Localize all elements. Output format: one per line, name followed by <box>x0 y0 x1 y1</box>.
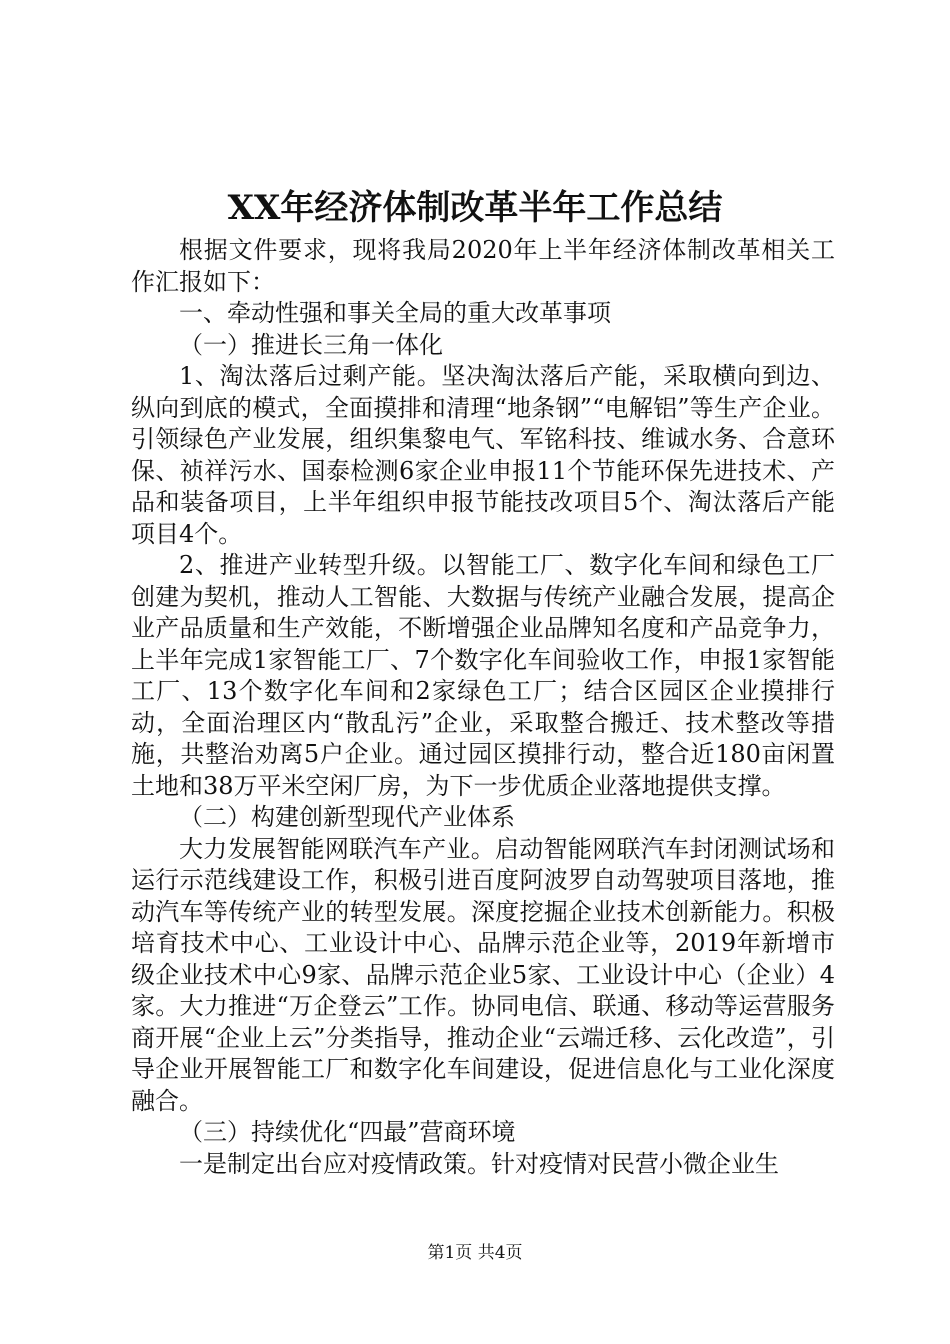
page-footer: 第1页 共4页 <box>427 1243 523 1263</box>
paragraph-item-2: 2、推进产业转型升级。以智能工厂、数字化车间和绿色工厂创建为契机，推动人工智能、大数据与传统产业融合发展，提高企业产品质量和生产效能，不断增强企业品牌知名度和产品竞争力，上半年完成1家智能工厂、7个数字化车间验收工作，申报1家智能工厂、13个数字化车间和2家绿色工厂；结合区园区企业摸排行动，全面治理区内“散乱污”企业，采取整合搬迁、技术整改等措施，共整治劝离5户企业。通过园区摸排行动，整合近180亩闲置土地和38万平米空闲厂房，为下一步优质企业落地提供支撑。 <box>131 551 835 800</box>
paragraph-item-1: 1、淘汰落后过剩产能。坚决淘汰落后产能，采取横向到边、纵向到底的模式，全面摸排和清理“地条钢”“电解铝”等生产企业。引领绿色产业发展，组织集黎电气、军铭科技、维诚水务、合意环保、祯祥污水、国泰检测6家企业申报11个节能环保先进技术、产品和装备项目，上半年组织申报节能技改项目5个、淘汰落后产能项目4个。 <box>131 362 835 548</box>
heading-subsection-3: （三）持续优化“四最”营商环境 <box>179 1118 516 1146</box>
document-body <box>131 235 835 1180</box>
heading-section-1: 一、牵动性强和事关全局的重大改革事项 <box>179 299 611 327</box>
paragraph-industry: 大力发展智能网联汽车产业。启动智能网联汽车封闭测试场和运行示范线建设工作，积极引进百度阿波罗自动驾驶项目落地，推动汽车等传统产业的转型发展。深度挖掘企业技术创新能力。积极培育技术中心、工业设计中心、品牌示范企业等，2019年新增市级企业技术中心9家、品牌示范企业5家、工业设计中心（企业）4家。大力推进“万企登云”工作。协同电信、联通、移动等运营服务商开展“企业上云”分类指导，推动企业“云端迁移、云化改造”，引导企业开展智能工厂和数字化车间建设，促进信息化与工业化深度融合。 <box>131 834 835 1115</box>
document-title: XX年经济体制改革半年工作总结 <box>227 188 723 228</box>
paragraph-policy: 一是制定出台应对疫情政策。针对疫情对民营小微企业生 <box>179 1149 779 1178</box>
heading-subsection-1: （一）推进长三角一体化 <box>179 330 443 359</box>
paragraph-intro: 根据文件要求，现将我局2020年上半年经济体制改革相关工作汇报如下： <box>131 236 835 296</box>
heading-subsection-2: （二）构建创新型现代产业体系 <box>179 803 515 831</box>
